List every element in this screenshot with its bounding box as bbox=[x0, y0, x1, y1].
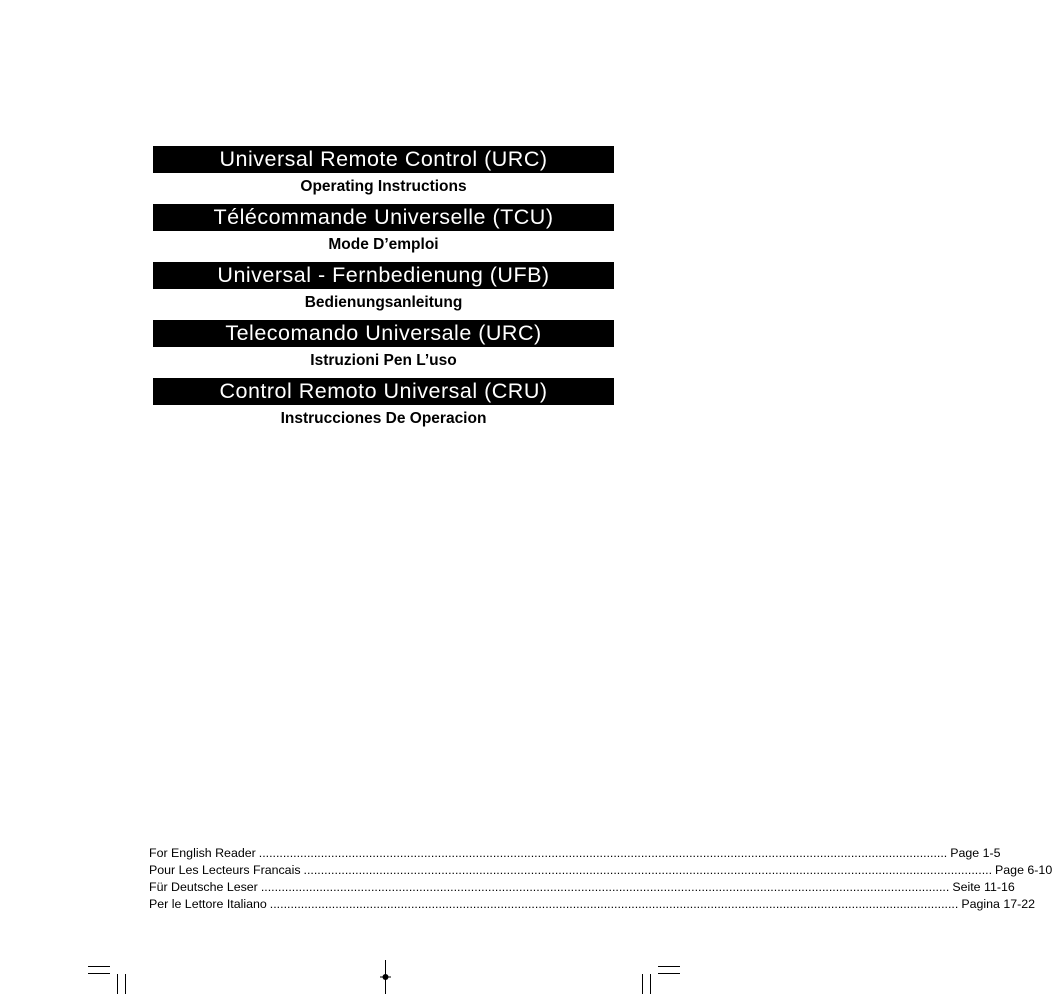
toc-reader: Pour Les Lecteurs Francais bbox=[149, 863, 301, 877]
cover-titles bbox=[153, 146, 614, 436]
registration-mark-icon bbox=[380, 960, 391, 994]
toc-reader: For English Reader bbox=[149, 846, 256, 860]
language-block-italian bbox=[153, 320, 614, 378]
toc-row bbox=[149, 862, 1052, 879]
title-bar: Télécommande Universelle (TCU) bbox=[153, 204, 614, 231]
crop-mark bbox=[88, 966, 110, 967]
toc-leader-dots: ........................................................................................................................................................................................................ bbox=[260, 880, 950, 894]
subtitle: Mode D’emploi bbox=[328, 236, 439, 253]
toc-row bbox=[149, 845, 1001, 862]
crop-mark bbox=[88, 973, 110, 974]
title-bar: Universal Remote Control (URC) bbox=[153, 146, 614, 173]
title-bar: Universal - Fernbedienung (UFB) bbox=[153, 262, 614, 289]
crop-mark bbox=[658, 973, 680, 974]
toc-leader-dots: ........................................................................................................................................................................................................ bbox=[258, 846, 948, 860]
subtitle: Operating Instructions bbox=[300, 178, 467, 195]
subtitle: Instrucciones De Operacion bbox=[280, 410, 487, 427]
subtitle: Istruzioni Pen L’uso bbox=[310, 352, 457, 369]
subtitle: Bedienungsanleitung bbox=[304, 294, 463, 311]
crop-mark bbox=[658, 966, 680, 967]
toc-leader-dots: ........................................................................................................................................................................................................ bbox=[269, 897, 959, 911]
toc-row bbox=[149, 879, 1015, 896]
toc-leader-dots: ........................................................................................................................................................................................................ bbox=[303, 863, 993, 877]
toc-page: Page 1-5 bbox=[950, 846, 1001, 860]
crop-mark bbox=[650, 974, 651, 994]
crop-mark bbox=[642, 974, 643, 994]
toc-page: Seite 11-16 bbox=[952, 880, 1015, 894]
toc-row bbox=[149, 896, 1036, 913]
title-bar: Control Remoto Universal (CRU) bbox=[153, 378, 614, 405]
language-block-english bbox=[153, 146, 614, 204]
language-block-german bbox=[153, 262, 614, 320]
crop-mark bbox=[125, 974, 126, 994]
language-block-spanish bbox=[153, 378, 614, 436]
language-block-french bbox=[153, 204, 614, 262]
toc-page: Pagina 17-22 bbox=[961, 897, 1036, 911]
title-bar: Telecomando Universale (URC) bbox=[153, 320, 614, 347]
table-of-contents bbox=[149, 845, 1052, 913]
crop-mark bbox=[117, 974, 118, 994]
toc-reader: Per le Lettore Italiano bbox=[149, 897, 267, 911]
toc-page: Page 6-10 bbox=[995, 863, 1052, 877]
toc-reader: Für Deutsche Leser bbox=[149, 880, 258, 894]
